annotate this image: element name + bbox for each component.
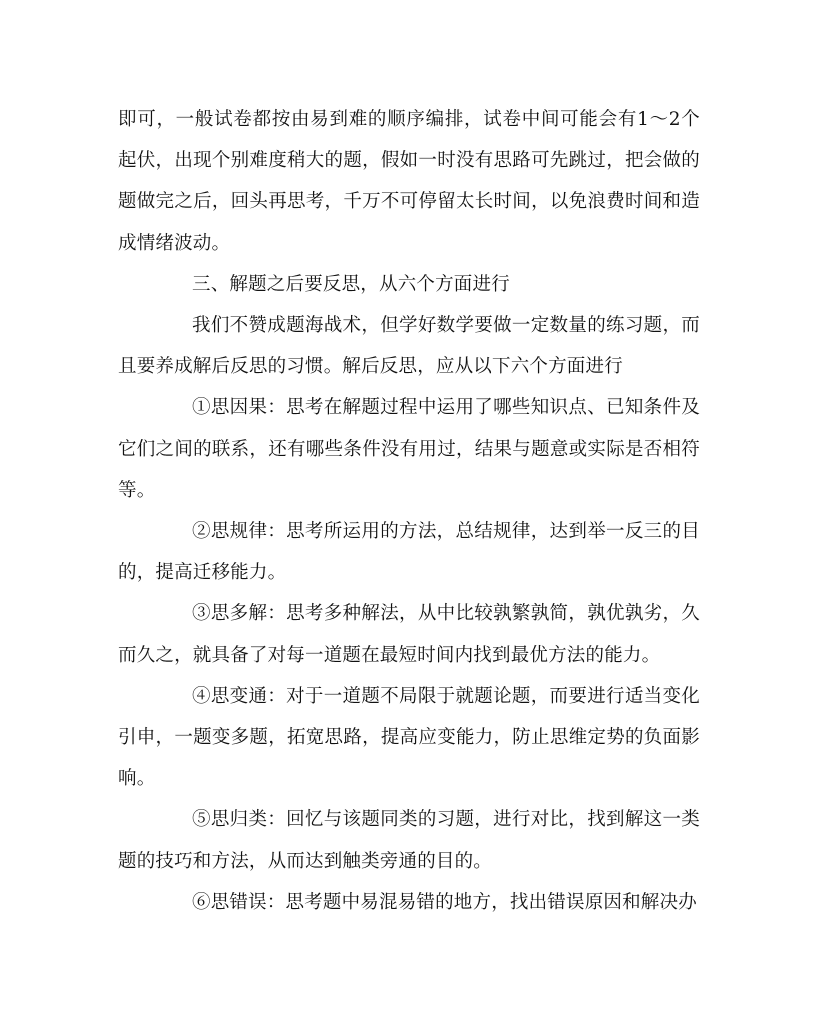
list-item-multiple-solutions: ③思多解：思考多种解法，从中比较孰繁孰简，孰优孰劣，久而久之，就具备了对每一道题在最短时间内找到最优方法的能力。 [118,603,700,666]
paragraph-reflection-intro: 我们不赞成题海战术，但学好数学要做一定数量的练习题，而且要养成解后反思的习惯。解后反思，应从以下六个方面进行 [118,315,700,378]
list-item-errors: ⑥思错误：思考题中易混易错的地方，找出错误原因和解决办 [192,891,697,913]
paragraph-exam-strategy: 即可，一般试卷都按由易到难的顺序编排，试卷中间可能会有1～2个起伏，出现个别难度稍大的题，假如一时没有思路可先跳过，把会做的题做完之后，回头再思考，千万不可停留太长时间，以免浪费时间和造成情绪波动。 [118,109,700,254]
list-item-cause-effect: ①思因果：思考在解题过程中运用了哪些知识点、已知条件及它们之间的联系，还有哪些条件没有用过，结果与题意或实际是否相符等。 [118,397,700,501]
section-heading-reflection: 三、解题之后要反思，从六个方面进行 [192,273,510,295]
list-item-rules: ②思规律：思考所运用的方法，总结规律，达到举一反三的目的，提高迁移能力。 [118,521,700,584]
list-item-adaptation: ④思变通：对于一道题不局限于就题论题，而要进行适当变化引申，一题变多题，拓宽思路，提高应变能力，防止思维定势的负面影响。 [118,685,700,790]
list-item-classification: ⑤思归类：回忆与该题同类的习题，进行对比，找到解这一类题的技巧和方法，从而达到触类旁通的目的。 [118,809,700,872]
document-body [118,99,700,923]
